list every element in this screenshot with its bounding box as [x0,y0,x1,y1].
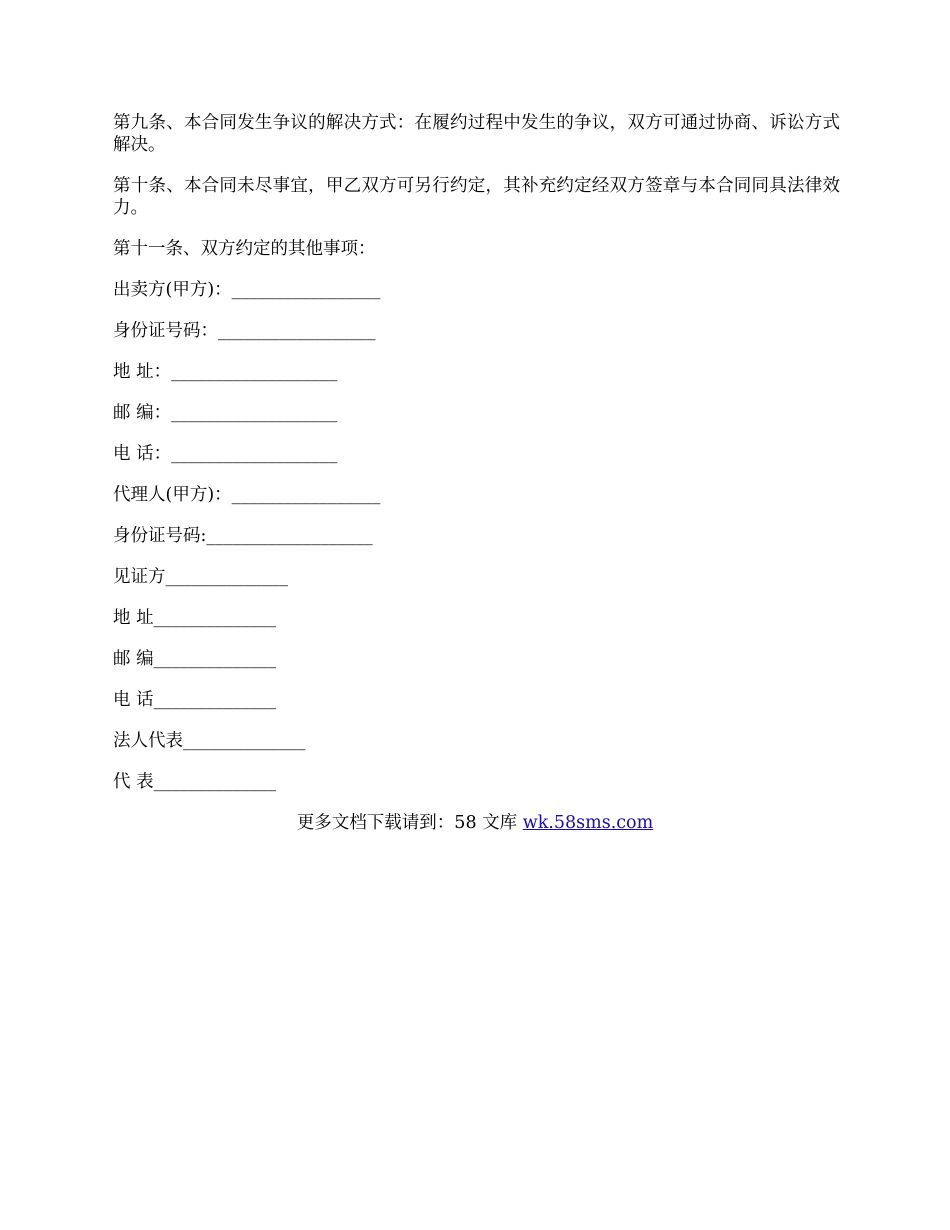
document-body [113,112,840,812]
clause-11: 第十一条、双方约定的其他事项： [113,239,376,259]
legal-representative-field: 法人代表______________ [113,731,306,751]
seller-postcode-field: 邮 编：___________________ [113,403,338,423]
witness-postcode-field: 邮 编______________ [113,649,277,669]
seller-field: 出卖方(甲方)：_________________ [113,280,381,300]
seller-address-field: 地 址：___________________ [113,362,338,382]
agent-id-number-field: 身份证号码:___________________ [113,526,373,546]
seller-id-number-field: 身份证号码：__________________ [113,321,376,341]
representative-field: 代 表______________ [113,772,277,792]
footer-text: 更多文档下载请到：58 文库 [296,813,523,833]
download-footer [0,812,950,834]
witness-phone-field: 电 话______________ [113,690,277,710]
footer-link[interactable]: wk.58sms.com [522,813,654,833]
witness-address-field: 地 址______________ [113,608,277,628]
clause-10: 第十条、本合同未尽事宜，甲乙双方可另行约定，其补充约定经双方签章与本合同同具法律效力。 [113,176,840,218]
agent-field: 代理人(甲方)：_________________ [113,485,381,505]
witness-field: 见证方______________ [113,567,288,587]
clause-9: 第九条、本合同发生争议的解决方式：在履约过程中发生的争议，双方可通过协商、诉讼方式解决。 [113,113,840,155]
seller-phone-field: 电 话：___________________ [113,444,338,464]
